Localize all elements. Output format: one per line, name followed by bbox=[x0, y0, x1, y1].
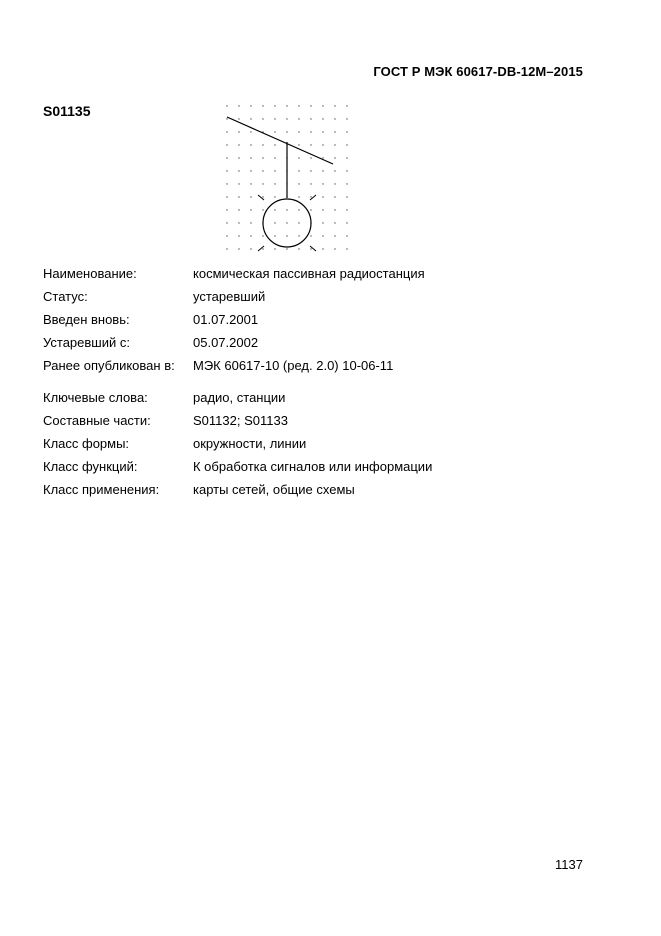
field-label: Статус: bbox=[43, 289, 88, 304]
symbol-id: S01135 bbox=[43, 103, 91, 119]
grid-dot bbox=[226, 131, 227, 132]
field-value: 05.07.2002 bbox=[193, 335, 259, 350]
grid-dot bbox=[286, 235, 287, 236]
grid-dot bbox=[226, 235, 227, 236]
grid-dot bbox=[274, 118, 275, 119]
grid-dot bbox=[262, 144, 263, 145]
grid-dot bbox=[238, 235, 239, 236]
field-label: Введен вновь: bbox=[43, 312, 130, 327]
grid-dot bbox=[286, 209, 287, 210]
grid-dot bbox=[298, 222, 299, 223]
grid-dot bbox=[262, 118, 263, 119]
grid-dot bbox=[334, 248, 335, 249]
grid-dot bbox=[286, 118, 287, 119]
grid-dot bbox=[238, 248, 239, 249]
field-value: S01132; S01133 bbox=[193, 413, 288, 428]
field-value: окружности, линии bbox=[193, 436, 307, 451]
grid-dot bbox=[238, 118, 239, 119]
grid-dot bbox=[334, 196, 335, 197]
grid-dot bbox=[262, 170, 263, 171]
grid-dot bbox=[346, 170, 347, 171]
grid-dot bbox=[334, 235, 335, 236]
field-label: Устаревший с: bbox=[43, 335, 130, 350]
grid-dot bbox=[262, 105, 263, 106]
field-label: Составные части: bbox=[43, 413, 151, 428]
grid-dot bbox=[226, 248, 227, 249]
grid-dot bbox=[250, 157, 251, 158]
grid-dot bbox=[310, 118, 311, 119]
symbol-figure bbox=[220, 100, 355, 260]
grid-dot bbox=[322, 157, 323, 158]
grid-dot bbox=[238, 183, 239, 184]
grid-dot bbox=[226, 222, 227, 223]
grid-dot bbox=[322, 144, 323, 145]
grid-dot bbox=[334, 183, 335, 184]
grid-dot bbox=[226, 118, 227, 119]
grid-dot bbox=[250, 170, 251, 171]
grid-dot bbox=[322, 131, 323, 132]
grid-dot bbox=[322, 183, 323, 184]
grid-dot bbox=[226, 157, 227, 158]
grid-dot bbox=[250, 105, 251, 106]
grid-dot bbox=[334, 170, 335, 171]
grid-dot bbox=[346, 131, 347, 132]
grid-dot bbox=[250, 144, 251, 145]
grid-dot bbox=[262, 248, 263, 249]
field-label: Ключевые слова: bbox=[43, 390, 148, 405]
grid-dot bbox=[262, 157, 263, 158]
grid-dot bbox=[286, 131, 287, 132]
grid-dot bbox=[238, 209, 239, 210]
grid-dot bbox=[298, 170, 299, 171]
grid-dot bbox=[298, 183, 299, 184]
grid-dot bbox=[346, 144, 347, 145]
grid-dot bbox=[346, 248, 347, 249]
grid-dot bbox=[346, 235, 347, 236]
grid-dot bbox=[334, 222, 335, 223]
field-label: Наименование: bbox=[43, 266, 137, 281]
field-label: Класс применения: bbox=[43, 482, 160, 497]
grid-dot bbox=[226, 196, 227, 197]
grid-dot bbox=[274, 235, 275, 236]
grid-dot bbox=[310, 144, 311, 145]
grid-dot bbox=[226, 105, 227, 106]
field-label: Класс функций: bbox=[43, 459, 138, 474]
field-value: карты сетей, общие схемы bbox=[193, 482, 355, 497]
grid-dot bbox=[310, 183, 311, 184]
document-header: ГОСТ Р МЭК 60617-DB-12M–2015 bbox=[373, 64, 583, 79]
grid-dot bbox=[262, 209, 263, 210]
field-label: Класс формы: bbox=[43, 436, 130, 451]
grid-dot bbox=[238, 170, 239, 171]
grid-dot bbox=[262, 196, 263, 197]
grid-dot bbox=[286, 222, 287, 223]
grid-dot bbox=[238, 105, 239, 106]
grid-dot bbox=[334, 157, 335, 158]
grid-dot bbox=[298, 131, 299, 132]
grid-dot bbox=[310, 170, 311, 171]
grid-dot bbox=[274, 222, 275, 223]
grid-dot bbox=[310, 248, 311, 249]
grid-dot bbox=[322, 235, 323, 236]
page-number: 1137 bbox=[555, 857, 583, 872]
grid-dot bbox=[274, 183, 275, 184]
grid-dot bbox=[322, 248, 323, 249]
grid-dot bbox=[346, 118, 347, 119]
grid-dot bbox=[310, 105, 311, 106]
grid-dot bbox=[298, 209, 299, 210]
grid-dot bbox=[250, 131, 251, 132]
field-value: 01.07.2001 bbox=[193, 312, 259, 327]
grid-dot bbox=[322, 170, 323, 171]
grid-dot bbox=[346, 196, 347, 197]
field-value: К обработка сигналов или информации bbox=[193, 459, 433, 474]
grid-dot bbox=[298, 157, 299, 158]
grid-dot bbox=[322, 209, 323, 210]
grid-dot bbox=[226, 144, 227, 145]
grid-dot bbox=[286, 248, 287, 249]
grid-dot bbox=[250, 196, 251, 197]
grid-dot bbox=[250, 118, 251, 119]
grid-dot bbox=[226, 183, 227, 184]
grid-dot bbox=[310, 157, 311, 158]
grid-dot bbox=[334, 131, 335, 132]
grid-dot bbox=[310, 131, 311, 132]
space-station-passive-symbol-icon bbox=[220, 100, 355, 260]
grid-dot bbox=[226, 209, 227, 210]
grid-dot bbox=[274, 170, 275, 171]
grid-dot bbox=[238, 196, 239, 197]
grid-dot bbox=[334, 209, 335, 210]
grid-dot bbox=[310, 196, 311, 197]
grid-dot bbox=[250, 183, 251, 184]
grid-dot bbox=[346, 183, 347, 184]
grid-dot bbox=[274, 248, 275, 249]
grid-dot bbox=[322, 196, 323, 197]
grid-dot bbox=[346, 222, 347, 223]
grid-dot bbox=[262, 235, 263, 236]
grid-dot bbox=[298, 235, 299, 236]
grid-dot bbox=[274, 105, 275, 106]
grid-dot bbox=[238, 144, 239, 145]
grid-dot bbox=[334, 118, 335, 119]
grid-dot bbox=[250, 248, 251, 249]
field-value: устаревший bbox=[193, 289, 266, 304]
grid-dot bbox=[238, 157, 239, 158]
grid-dot bbox=[334, 144, 335, 145]
grid-dot bbox=[262, 183, 263, 184]
grid-dot bbox=[298, 144, 299, 145]
grid-dot bbox=[310, 235, 311, 236]
grid-dot bbox=[286, 105, 287, 106]
grid-dot bbox=[298, 118, 299, 119]
grid-dot bbox=[250, 222, 251, 223]
grid-dot bbox=[346, 157, 347, 158]
grid-dot bbox=[298, 196, 299, 197]
grid-dot bbox=[238, 131, 239, 132]
grid-dot bbox=[334, 105, 335, 106]
grid-dot bbox=[274, 157, 275, 158]
grid-dot bbox=[274, 131, 275, 132]
field-label: Ранее опубликован в: bbox=[43, 358, 175, 373]
grid-dot bbox=[346, 209, 347, 210]
field-value: радио, станции bbox=[193, 390, 286, 405]
grid-dot bbox=[274, 144, 275, 145]
grid-dot bbox=[298, 105, 299, 106]
grid-dot bbox=[322, 222, 323, 223]
grid-dot bbox=[238, 222, 239, 223]
grid-dot bbox=[322, 105, 323, 106]
grid-dot bbox=[346, 105, 347, 106]
field-value: космическая пассивная радиостанция bbox=[193, 266, 425, 281]
grid-dot bbox=[250, 235, 251, 236]
grid-dot bbox=[274, 196, 275, 197]
grid-dot bbox=[322, 118, 323, 119]
antenna-line bbox=[227, 117, 333, 164]
grid-dot bbox=[250, 209, 251, 210]
field-value: МЭК 60617-10 (ред. 2.0) 10-06-11 bbox=[193, 358, 394, 373]
grid-dot bbox=[274, 209, 275, 210]
grid-dot bbox=[310, 209, 311, 210]
grid-dot bbox=[226, 170, 227, 171]
grid-dot bbox=[298, 248, 299, 249]
